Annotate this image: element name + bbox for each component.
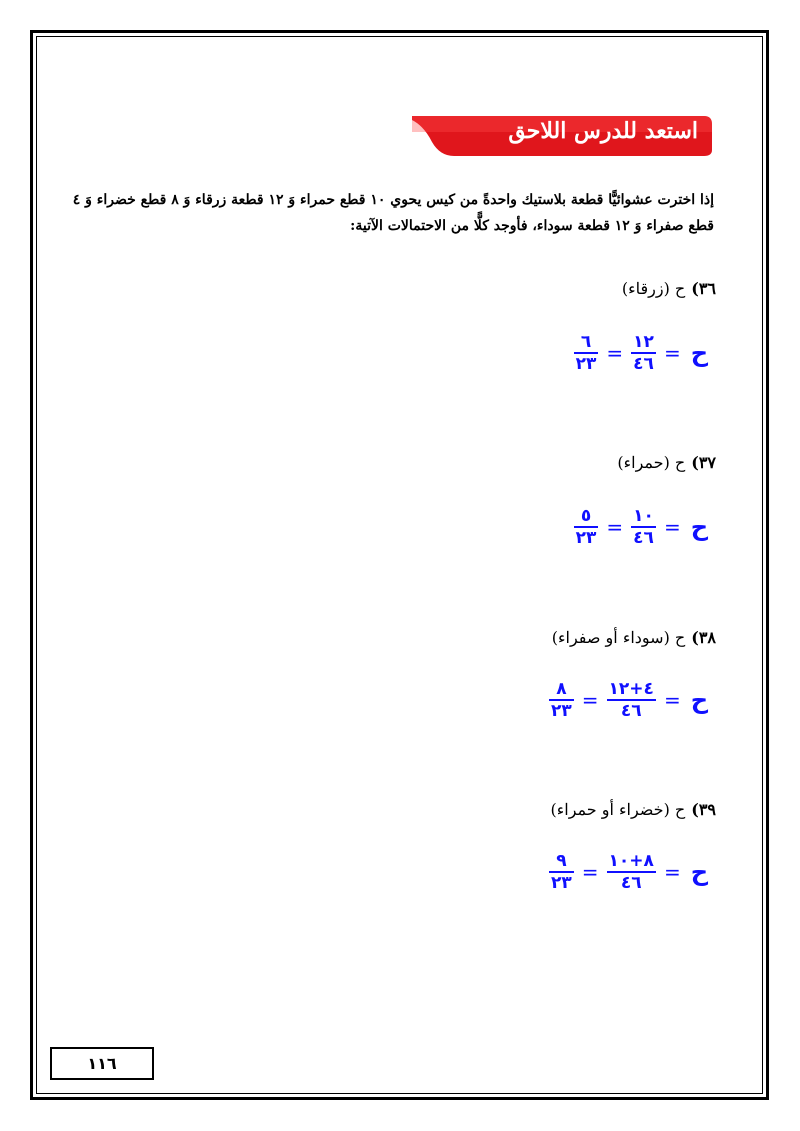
equals-sign: =: [606, 515, 624, 539]
answer-39-equation: [547, 851, 708, 893]
question-number: ٣٦): [691, 279, 716, 298]
question-38-heading: [552, 628, 716, 647]
page-number: [50, 1047, 154, 1080]
problem-intro: إذا اخترت عشوائيًّا قطعة بلاستيك واحدةً من كيس يحوي ١٠ قطع حمراء وَ ١٢ قطعة زرقاء وَ ٨ قطع خضراء وَ ٤ قطع صفراء وَ ١٢ قطعة سوداء، فأوجد كلًّا من الاحتمالات الآتية:: [72, 192, 714, 234]
equals-sign: =: [663, 515, 681, 539]
question-number: ٣٩): [691, 800, 716, 819]
question-number: ٣٨): [691, 628, 716, 647]
fraction-numerator: ٤+١٢: [608, 679, 654, 699]
fraction-numerator: ١٢: [633, 332, 654, 352]
equals-sign: =: [606, 341, 624, 365]
fraction-numerator: ١٠: [633, 506, 654, 526]
answer-36-equation: [572, 332, 708, 374]
question-label: ح (خضراء أو حمراء): [550, 800, 686, 819]
question-39-heading: [550, 800, 716, 819]
question-label: ح (سوداء أو صفراء): [551, 628, 686, 647]
fraction-numerator: ٨: [556, 679, 567, 699]
fraction-denominator: ٢٣: [551, 701, 572, 721]
fraction-denominator: ٢٣: [551, 873, 572, 893]
equals-sign: =: [663, 341, 681, 365]
result-fraction: [574, 332, 599, 374]
question-36-heading: [622, 279, 716, 298]
equals-sign: =: [663, 688, 681, 712]
banner-title: استعد للدرس اللاحق: [508, 118, 698, 144]
fraction-numerator: ٩: [556, 851, 567, 871]
question-label: ح (زرقاء): [621, 279, 686, 298]
equals-sign: =: [581, 688, 599, 712]
section-banner: [412, 112, 712, 158]
fraction-denominator: ٤٦: [620, 873, 642, 893]
equals-sign: =: [663, 860, 681, 884]
answer-37-equation: [572, 506, 708, 548]
question-37-heading: [617, 453, 716, 472]
count-fraction: [607, 679, 656, 721]
count-fraction: [631, 506, 656, 548]
result-fraction: [574, 506, 599, 548]
fraction-denominator: ٤٦: [633, 354, 654, 374]
result-fraction: [549, 679, 574, 721]
probability-symbol: ح: [690, 858, 708, 886]
fraction-numerator: ٥: [580, 506, 592, 526]
fraction-denominator: ٤٦: [620, 701, 642, 721]
count-fraction: [607, 851, 656, 893]
fraction-numerator: ٦: [580, 332, 592, 352]
fraction-numerator: ٨+١٠: [608, 851, 654, 871]
probability-symbol: ح: [690, 513, 708, 541]
probability-symbol: ح: [690, 339, 708, 367]
count-fraction: [631, 332, 656, 374]
equals-sign: =: [581, 860, 599, 884]
probability-symbol: ح: [690, 686, 708, 714]
question-label: ح (حمراء): [617, 453, 686, 472]
fraction-denominator: ٢٣: [575, 354, 597, 374]
result-fraction: [549, 851, 574, 893]
question-number: ٣٧): [691, 453, 716, 472]
fraction-denominator: ٢٣: [575, 528, 597, 548]
page-number-text: ١١٦: [87, 1054, 117, 1073]
fraction-denominator: ٤٦: [633, 528, 654, 548]
answer-38-equation: [547, 679, 708, 721]
